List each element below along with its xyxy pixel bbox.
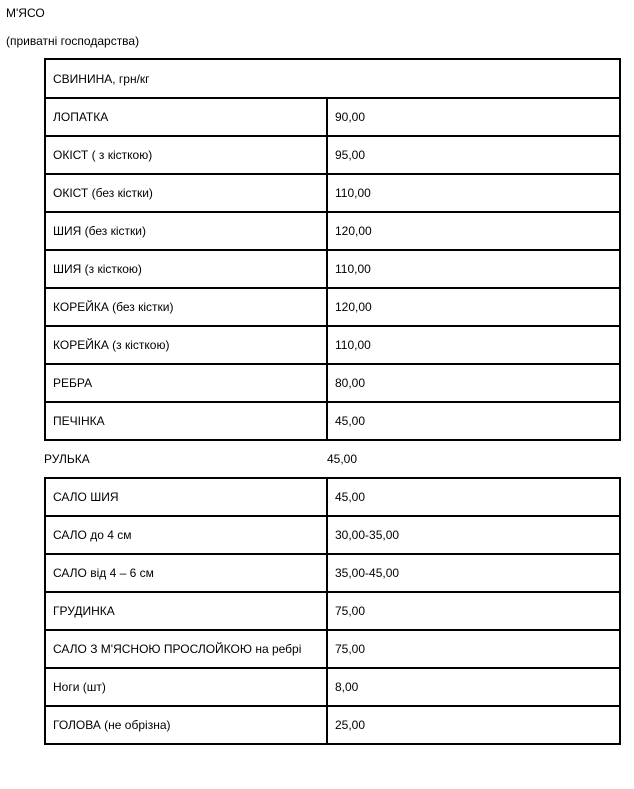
product-name: ПЕЧІНКА — [45, 402, 327, 440]
product-price: 90,00 — [327, 98, 620, 136]
product-name: ЛОПАТКА — [45, 98, 327, 136]
product-price: 110,00 — [327, 326, 620, 364]
product-price: 45,00 — [327, 452, 358, 466]
product-price: 35,00-45,00 — [327, 554, 620, 592]
table-row — [45, 174, 620, 212]
product-price: 30,00-35,00 — [327, 516, 620, 554]
table-row — [45, 402, 620, 440]
product-price: 75,00 — [327, 592, 620, 630]
table-row — [45, 98, 620, 136]
product-name: РЕБРА — [45, 364, 327, 402]
product-price: 110,00 — [327, 174, 620, 212]
page-subtitle: (приватні господарства) — [6, 34, 140, 48]
table-row — [45, 364, 620, 402]
product-name: САЛО З М'ЯСНОЮ ПРОСЛОЙКОЮ на ребрі — [45, 630, 327, 668]
product-name: КОРЕЙКА (з кісткою) — [45, 326, 327, 364]
product-name: САЛО до 4 см — [45, 516, 327, 554]
table-row — [45, 668, 620, 706]
table-row — [45, 516, 620, 554]
table-row — [45, 478, 620, 516]
table-row — [45, 288, 620, 326]
product-name: Ноги (шт) — [45, 668, 327, 706]
product-name: САЛО ШИЯ — [45, 478, 327, 516]
product-name: ГРУДИНКА — [45, 592, 327, 630]
product-price: 75,00 — [327, 630, 620, 668]
product-name: ШИЯ (з кісткою) — [45, 250, 327, 288]
product-name: ОКІСТ (без кістки) — [45, 174, 327, 212]
table-row — [45, 250, 620, 288]
table-row — [45, 592, 620, 630]
table-row — [45, 136, 620, 174]
product-price: 120,00 — [327, 288, 620, 326]
table-caption-row — [45, 59, 620, 98]
product-name: КОРЕЙКА (без кістки) — [45, 288, 327, 326]
product-price: 95,00 — [327, 136, 620, 174]
product-price: 8,00 — [327, 668, 620, 706]
table-row — [45, 554, 620, 592]
product-price: 45,00 — [327, 402, 620, 440]
table-row — [45, 630, 620, 668]
product-price: 25,00 — [327, 706, 620, 744]
table-row — [45, 212, 620, 250]
page-title: М'ЯСО — [6, 6, 45, 20]
product-name: ШИЯ (без кістки) — [45, 212, 327, 250]
product-price: 110,00 — [327, 250, 620, 288]
price-table — [44, 58, 621, 745]
product-name: САЛО від 4 – 6 см — [45, 554, 327, 592]
table-row — [45, 440, 620, 478]
table-caption: СВИНИНА, грн/кг — [45, 59, 620, 98]
product-price: 45,00 — [327, 478, 620, 516]
table-row — [45, 706, 620, 744]
product-name: ОКІСТ ( з кісткою) — [45, 136, 327, 174]
product-price: 80,00 — [327, 364, 620, 402]
product-name: ГОЛОВА (не обрізна) — [45, 706, 327, 744]
product-price: 120,00 — [327, 212, 620, 250]
product-name: РУЛЬКА — [44, 452, 90, 466]
table-row — [45, 326, 620, 364]
